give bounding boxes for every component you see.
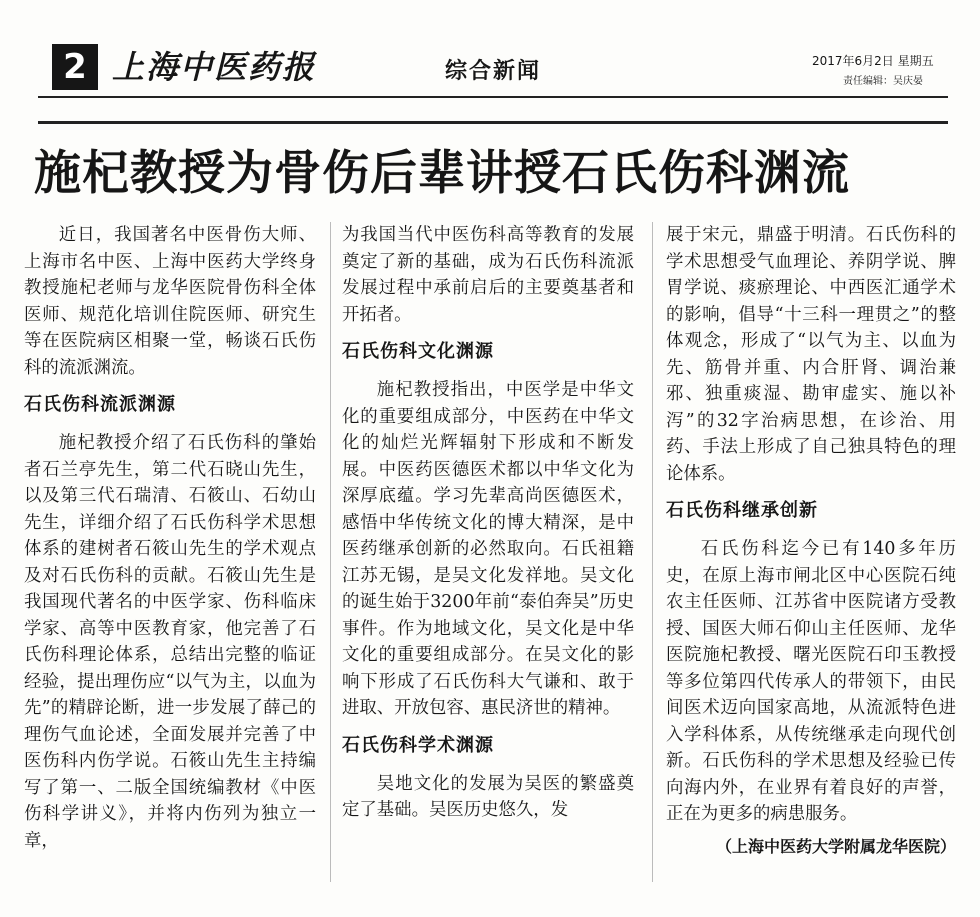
newspaper-logo: 上海中医药报 [112, 48, 317, 86]
subheading-lineage: 石氏伤科流派渊源 [24, 394, 176, 415]
paragraph-lineage-cont: 为我国当代中医伤科高等教育的发展奠定了新的基础，成为石氏伤科流派发展过程中承前启后的主要奠基者和开拓者。 [342, 225, 634, 325]
article-column-1 [24, 222, 316, 854]
subheading-innovation: 石氏伤科继承创新 [666, 500, 818, 521]
paragraph-innovation: 石氏伤科迄今已有140多年历史，在原上海市闸北区中心医院石纯农主任医师、江苏省中医院诸方受教授、国医大师石仰山主任医师、龙华医院施杞教授、曙光医院石印玉教授等多位第四代传承人的带领下，由民间医术迈向国家高地，从流派特色进入学科体系，从传统继承走向现代创新。石氏伤科的学术思想及经验已传向海内外，在业界有着良好的声誉，正在为更多的病患服务。 [666, 539, 956, 824]
masthead-rule [38, 96, 948, 98]
article-column-2 [342, 222, 634, 824]
paragraph-academic-cont: 展于宋元，鼎盛于明清。石氏伤科的学术思想受气血理论、养阴学说、脾胃学说、痰瘀理论、中西医汇通学术的影响，倡导“十三科一理贯之”的整体观念，形成了“以气为主、以血为先、筋骨并重、内合肝肾、调治兼邪、独重痰湿、勘审虚实、施以补泻”的32字治病思想，在诊治、用药、手法上形成了自己独具特色的理论体系。 [666, 225, 956, 484]
section-title: 综合新闻 [445, 59, 542, 84]
intro-paragraph: 近日，我国著名中医骨伤大师、上海市名中医、上海中医药大学终身教授施杞老师与龙华医院骨伤科全体医师、规范化培训住院医师、研究生等在医院病区相聚一堂，畅谈石氏伤科的流派渊流。 [24, 225, 316, 378]
issue-date: 2017年6月2日 星期五 [812, 54, 934, 68]
masthead-rule-lower [38, 121, 948, 124]
responsible-editor: 责任编辑：吴庆晏 [843, 76, 923, 87]
article-headline: 施杞教授为骨伤后辈讲授石氏伤科渊流 [34, 146, 850, 201]
paragraph-lineage: 施杞教授介绍了石氏伤科的肇始者石兰亭先生，第二代石晓山先生，以及第三代石瑞清、石筱山、石幼山先生，详细介绍了石氏伤科学术思想体系的建树者石筱山先生的学术观点及对石氏伤科的贡献。石筱山先生是我国现代著名的中医学家、伤科临床学家、高等中医教育家，他完善了石氏伤科理论体系，总结出完整的临证经验，提出理伤应“以气为主，以血为先”的精辟论断，进一步发展了薛己的理伤气血论述，全面发展并完善了中医伤科内伤学说。石筱山先生主持编写了第一、二版全国统编教材《中医伤科学讲义》，并将内伤列为独立一章， [24, 433, 316, 851]
article-column-3 [666, 222, 956, 860]
subheading-academic: 石氏伤科学术渊源 [342, 734, 494, 756]
subheading-culture: 石氏伤科文化渊源 [342, 341, 494, 362]
column-divider [652, 222, 653, 882]
page-number: 2 [52, 44, 98, 90]
article-source: （上海中医药大学附属龙华医院） [715, 836, 956, 856]
paragraph-academic: 吴地文化的发展为吴医的繁盛奠定了基础。吴医历史悠久，发 [342, 773, 634, 820]
paragraph-culture: 施杞教授指出，中医学是中华文化的重要组成部分，中医药在中华文化的灿烂光辉辐射下形成和不断发展。中医药医德医术都以中华文化为深厚底蕴。学习先辈高尚医德医术，感悟中华传统文化的博大精深，是中医药继承创新的必然取向。石氏祖籍江苏无锡，是吴文化发祥地。吴文化的诞生始于3200年前“泰伯奔吴”历史事件。作为地域文化，吴文化是中华文化的重要组成部分。在吴文化的影响下形成了石氏伤科大气谦和、敢于进取、开放包容、惠民济世的精神。 [342, 380, 634, 718]
column-divider [330, 222, 331, 882]
masthead [0, 0, 980, 120]
